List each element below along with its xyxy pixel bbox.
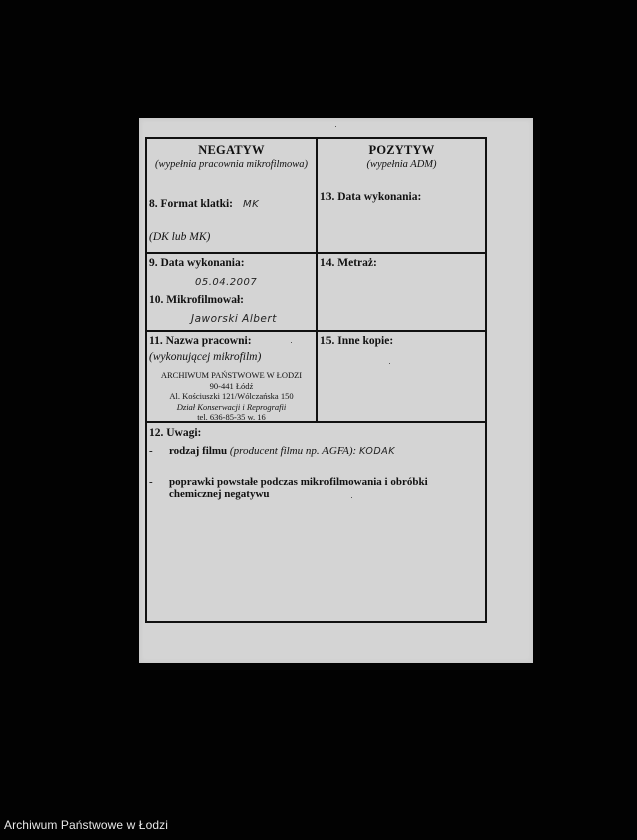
stamp-line-address: Al. Kościuszki 121/Wólczańska 150 xyxy=(169,391,294,401)
mikrofilmowal-signature: Jaworski Albert xyxy=(191,313,277,325)
format-klatki-label: 8. Format klatki: xyxy=(149,198,234,210)
nazwa-pracowni-label: 11. Nazwa pracowni: xyxy=(149,335,252,347)
remark-corrections xyxy=(147,476,428,500)
scan-speck xyxy=(291,342,292,343)
scan-speck xyxy=(335,126,336,127)
stamp-line-postal: 90-441 Łódź xyxy=(209,380,254,391)
format-klatki-note: (DK lub MK) xyxy=(149,231,211,243)
pozytyw-date-cell xyxy=(318,139,485,252)
stamp-line-department: Dział Konserwacji i Reprografii xyxy=(176,401,287,412)
scan-speck xyxy=(389,363,390,364)
uwagi-cell xyxy=(147,423,485,621)
inne-kopie-label: 15. Inne kopie: xyxy=(320,335,394,347)
stamp-line-institution: ARCHIWUM PAŃSTWOWE W ŁODZI xyxy=(160,370,303,380)
stamp-line-phone: tel. 636-85-35 w. 16 xyxy=(197,412,266,422)
remark-film-type-value: KODAK xyxy=(358,446,395,457)
remark-corrections-label: poprawki powstałe podczas mikrofilmowania i obróbki xyxy=(169,476,428,488)
data-wykonania-pozytyw-label: 13. Data wykonania: xyxy=(320,191,422,203)
negatyw-title: NEGATYW xyxy=(198,143,265,157)
microfilm-record-table xyxy=(145,137,487,623)
remark-film-type-hint: (producent filmu np. AGFA): xyxy=(227,445,359,457)
format-klatki-value: MK xyxy=(243,199,260,210)
remark-bullet: - xyxy=(149,476,153,488)
remark-corrections-label-line2: chemicznej negatywu xyxy=(169,488,270,500)
data-wykonania-negatyw-label: 9. Data wykonania: xyxy=(149,257,245,269)
pozytyw-subtitle: (wypełnia ADM) xyxy=(366,159,437,170)
metraz-label: 14. Metraż: xyxy=(320,257,377,269)
pozytyw-title: POZYTYW xyxy=(368,143,435,157)
scan-speck xyxy=(351,497,352,498)
remark-film-type-label: rodzaj filmu xyxy=(169,445,228,457)
metraz-cell xyxy=(318,254,485,330)
negatyw-subtitle: (wypełnia pracownia mikrofilmowa) xyxy=(154,159,308,170)
mikrofilmowal-label: 10. Mikrofilmował: xyxy=(149,294,244,306)
uwagi-label: 12. Uwagi: xyxy=(149,427,202,439)
negatyw-format-cell xyxy=(147,139,316,252)
archive-watermark: Archiwum Państwowe w Łodzi xyxy=(4,818,168,832)
archive-stamp xyxy=(147,370,316,423)
inne-kopie-cell xyxy=(318,332,485,421)
nazwa-pracowni-cell xyxy=(147,332,316,421)
remark-film-type xyxy=(147,445,395,457)
scanned-form-card xyxy=(139,118,533,663)
data-wykonania-negatyw-value: 05.04.2007 xyxy=(195,277,258,288)
nazwa-pracowni-note: (wykonującej mikrofilm) xyxy=(149,351,262,363)
remark-bullet: - xyxy=(149,445,153,457)
negatyw-date-operator-cell xyxy=(147,254,316,330)
